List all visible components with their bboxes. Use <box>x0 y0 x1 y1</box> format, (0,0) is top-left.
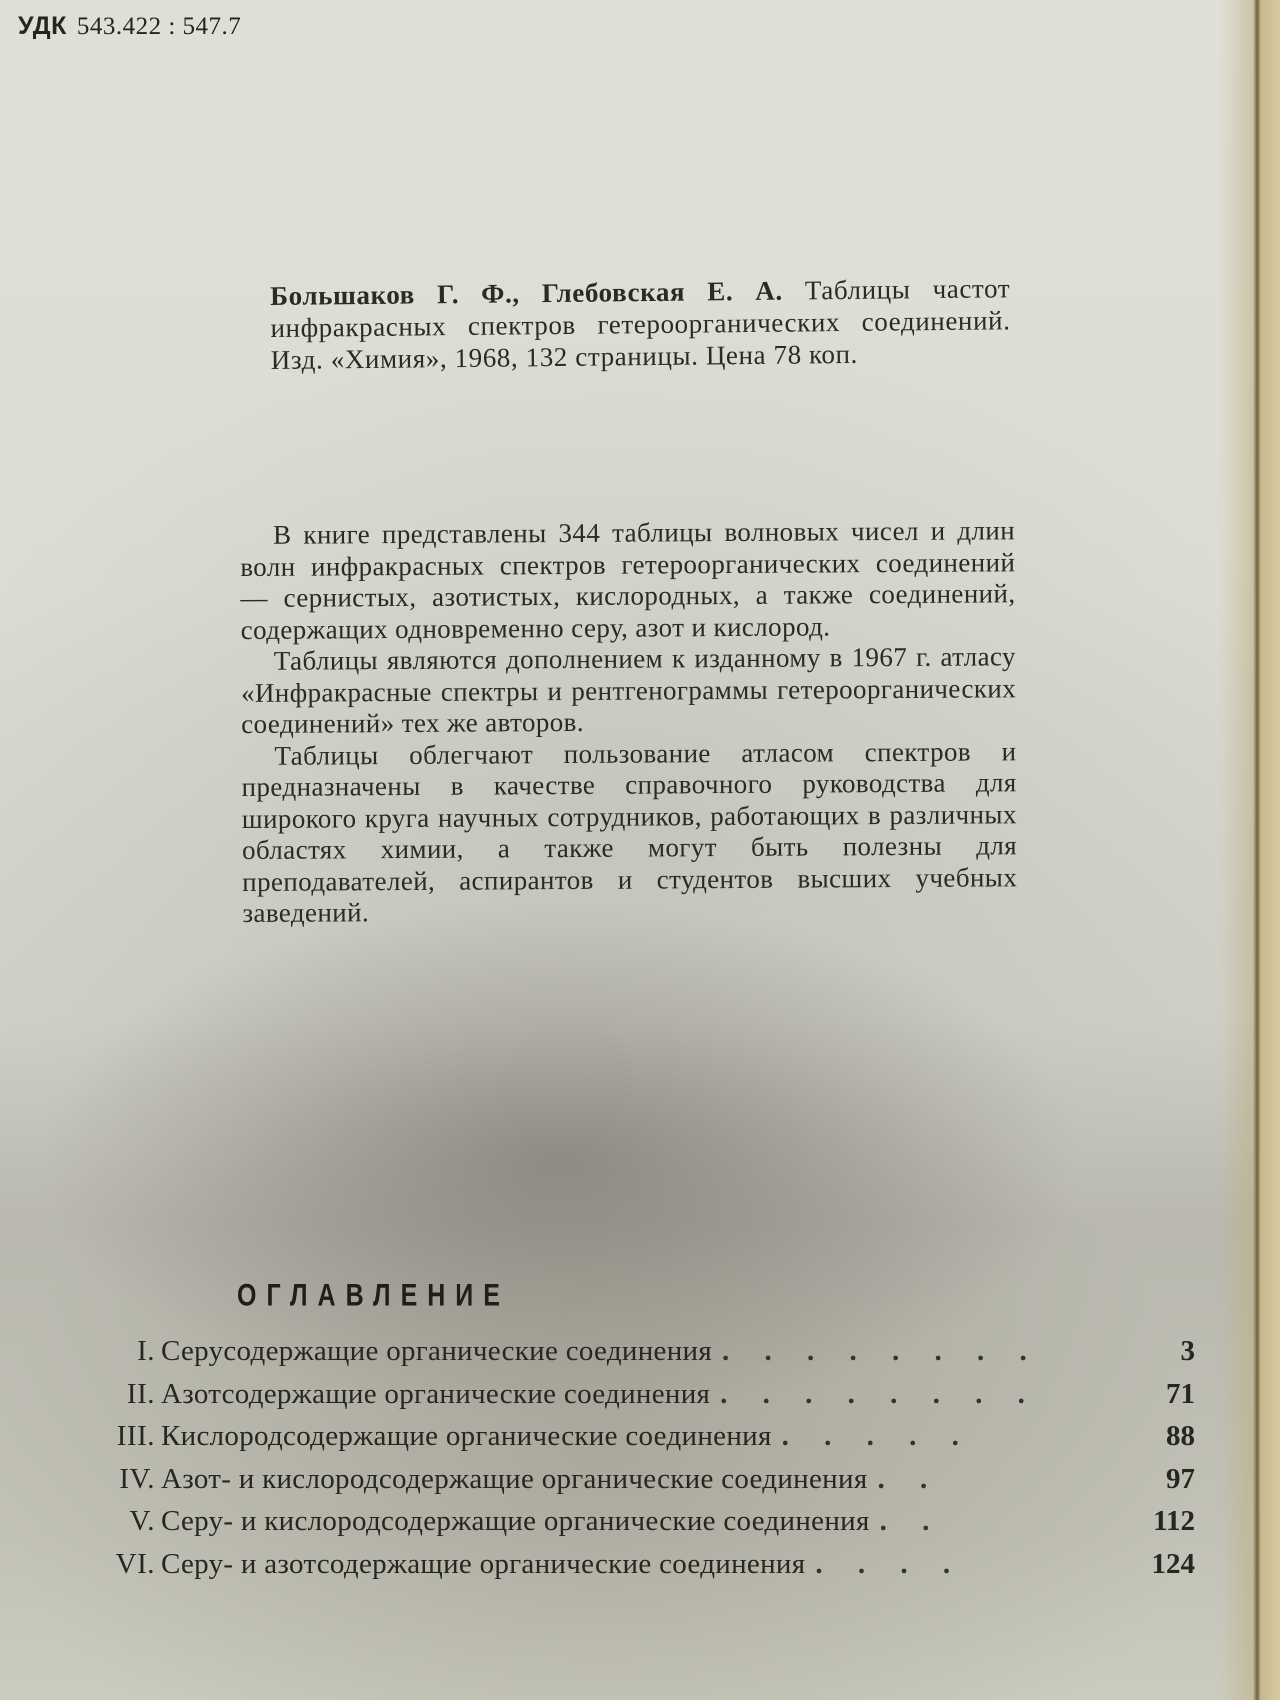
toc-entry-page: 112 <box>1153 1505 1195 1537</box>
toc-leader-dots: . . <box>877 1462 942 1495</box>
toc-entry-page: 88 <box>1166 1420 1195 1452</box>
toc-entry-page: 124 <box>1151 1547 1195 1580</box>
toc-entry-label: Кислородсодержащие органические соединения <box>161 1420 772 1452</box>
abstract-paragraph: Таблицы облегчают пользование атласом спектров и предназначены в качестве справочного руководства для широкого круга научных сотрудников, работающих в различных областях химии, а также могут быть полезны для преподавателей, аспирантов и студентов высших учебных заведений. <box>241 735 1018 928</box>
toc-entry-number: III. <box>116 1420 155 1452</box>
toc-entry-number: VI. <box>115 1547 155 1580</box>
citation-text: Таблицы частот инфракрасных спектров гетероорганических соединений. Изд. «Химия», 1968, 132 страницы. Цена 78 коп. <box>270 273 1011 375</box>
bibliographic-citation <box>270 272 1011 376</box>
table-of-contents <box>70 1335 1195 1590</box>
toc-entry-number: I. <box>137 1335 155 1367</box>
toc-entry[interactable] <box>70 1548 1195 1591</box>
toc-entry[interactable] <box>70 1420 1195 1463</box>
book-spine-edge <box>1220 0 1280 1700</box>
toc-leader-dots: . . . . . <box>781 1420 973 1452</box>
toc-leader-dots: . . . . . . . . <box>721 1335 1041 1367</box>
toc-entry-number: IV. <box>119 1462 155 1495</box>
toc-entry-page: 97 <box>1166 1462 1195 1495</box>
udk-code: 543.422 : 547.7 <box>76 13 242 40</box>
toc-leader-dots: . . <box>879 1505 944 1537</box>
toc-entry-label: Азот- и кислородсодержащие органические соединения <box>161 1462 868 1495</box>
toc-entry-number: II. <box>126 1377 155 1410</box>
toc-entry-label: Серу- и кислородсодержащие органические соединения <box>161 1505 870 1537</box>
toc-leader-dots: . . . . <box>815 1547 965 1580</box>
udk-label: УДК <box>18 12 67 40</box>
toc-heading: ОГЛАВЛЕНИЕ <box>237 1278 510 1313</box>
toc-entry[interactable] <box>70 1335 1195 1378</box>
abstract-paragraph: В книге представлены 344 таблицы волновых чисел и длин волн инфракрасных спектров гетероорганических соединений — сернистых, азотистых, кислородных, а также соединений, содержащих одновременно серу, азот и кислород. <box>240 515 1016 645</box>
abstract <box>240 515 1017 929</box>
toc-entry-page: 3 <box>1180 1335 1195 1367</box>
toc-entry[interactable] <box>70 1463 1195 1506</box>
toc-entry-label: Серусодержащие органические соединения <box>161 1335 712 1367</box>
toc-leader-dots: . . . . . . . . <box>720 1377 1039 1410</box>
toc-entry-number: V. <box>129 1505 155 1537</box>
udk-classification <box>18 12 241 41</box>
toc-entry[interactable] <box>70 1378 1195 1421</box>
abstract-paragraph: Таблицы являются дополнением к изданному в 1967 г. атласу «Инфракрасные спектры и рентгенограммы гетероорганических соединений» тех же авторов. <box>240 641 1017 739</box>
toc-entry[interactable] <box>70 1505 1195 1548</box>
toc-entry-page: 71 <box>1166 1377 1195 1410</box>
toc-entry-label: Серу- и азотсодержащие органические соединения <box>161 1547 806 1580</box>
citation-authors: Большаков Г. Ф., Глебовская Е. А. <box>270 275 783 311</box>
toc-entry-label: Азотсодержащие органические соединения <box>161 1377 711 1410</box>
